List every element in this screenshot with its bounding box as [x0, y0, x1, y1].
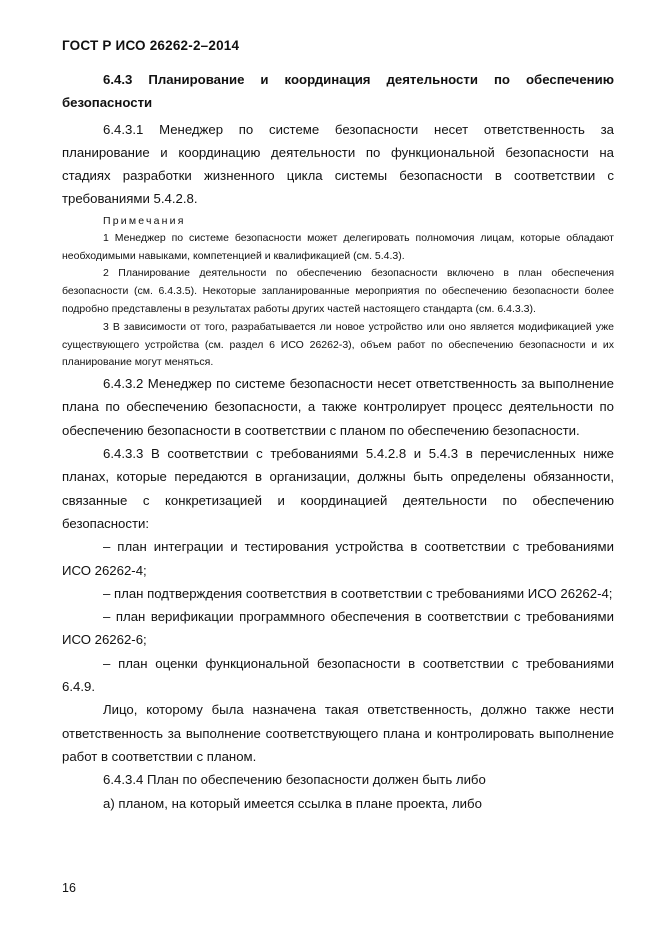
paragraph-6-4-3-2: 6.4.3.2 Менеджер по системе безопасности несет ответственность за выполнение плана по обеспечению безопасности, а также контролирует процесс деятельности по обеспечению безопасности в соответствии с планом по обеспечению безопасности. — [62, 376, 614, 438]
paragraph-item-a: а) планом, на который имеется ссылка в плане проекта, либо — [103, 795, 482, 811]
note-1: 1 Менеджер по системе безопасности может делегировать полномочия лицам, которые обладают необходимыми навыками, компетенцией и квалификацией (см. 5.4.3). — [62, 231, 614, 262]
list-item-software-verification-plan: – план верификации программного обеспечения в соответствии с требованиями ИСО 26262-6; — [62, 609, 614, 648]
list-item-integration-plan: – план интеграции и тестирования устройства в соответствии с требованиями ИСО 26262-4; — [62, 539, 614, 578]
section-heading: 6.4.3 Планирование и координация деятельности по обеспечению безопасности — [62, 72, 614, 111]
notes-title: Примечания — [103, 214, 186, 227]
list-item-confirmation-plan: – план подтверждения соответствия в соответствии с требованиями ИСО 26262-4; — [103, 585, 613, 601]
paragraph-6-4-3-3: 6.4.3.3 В соответствии с требованиями 5.4.2.8 и 5.4.3 в перечисленных ниже планах, которые передаются в организации, должны быть определены обязанности, связанные с конкретизацией и координацией деятельности по обеспечению безопасности: — [62, 446, 614, 531]
page-number: 16 — [62, 881, 76, 895]
paragraph-6-4-3-1: 6.4.3.1 Менеджер по системе безопасности несет ответственность за планирование и координацию деятельности по функциональной безопасности на стадиях разработки жизненного цикла системы безопасности в соответствии с требованиями 5.4.2.8. — [62, 121, 614, 207]
standard-header: ГОСТ Р ИСО 26262-2–2014 — [62, 38, 240, 53]
note-2: 2 Планирование деятельности по обеспечению безопасности включено в план обеспечения безопасности (см. 6.4.3.5). Некоторые запланированные мероприятия по обеспечению безопасности более подробно представлены в результатах работы других частей настоящего стандарта (см. 6.4.3.3). — [62, 267, 614, 315]
paragraph-6-4-3-4: 6.4.3.4 План по обеспечению безопасности должен быть либо — [103, 772, 486, 788]
list-item-safety-assessment-plan: – план оценки функциональной безопасности в соответствии с требованиями 6.4.9. — [62, 655, 614, 695]
note-3: 3 В зависимости от того, разрабатывается ли новое устройство или оно является модификацией уже существующего устройства (см. раздел 6 ИСО 26262-3), объем работ по обеспечению безопасности и их планирование могут меняться. — [62, 320, 614, 369]
paragraph-responsibility: Лицо, которому была назначена такая ответственность, должно также нести ответственность за выполнение соответствующего плана и контролировать выполнение работ в соответствии с планом. — [62, 702, 614, 764]
document-body — [62, 68, 614, 815]
